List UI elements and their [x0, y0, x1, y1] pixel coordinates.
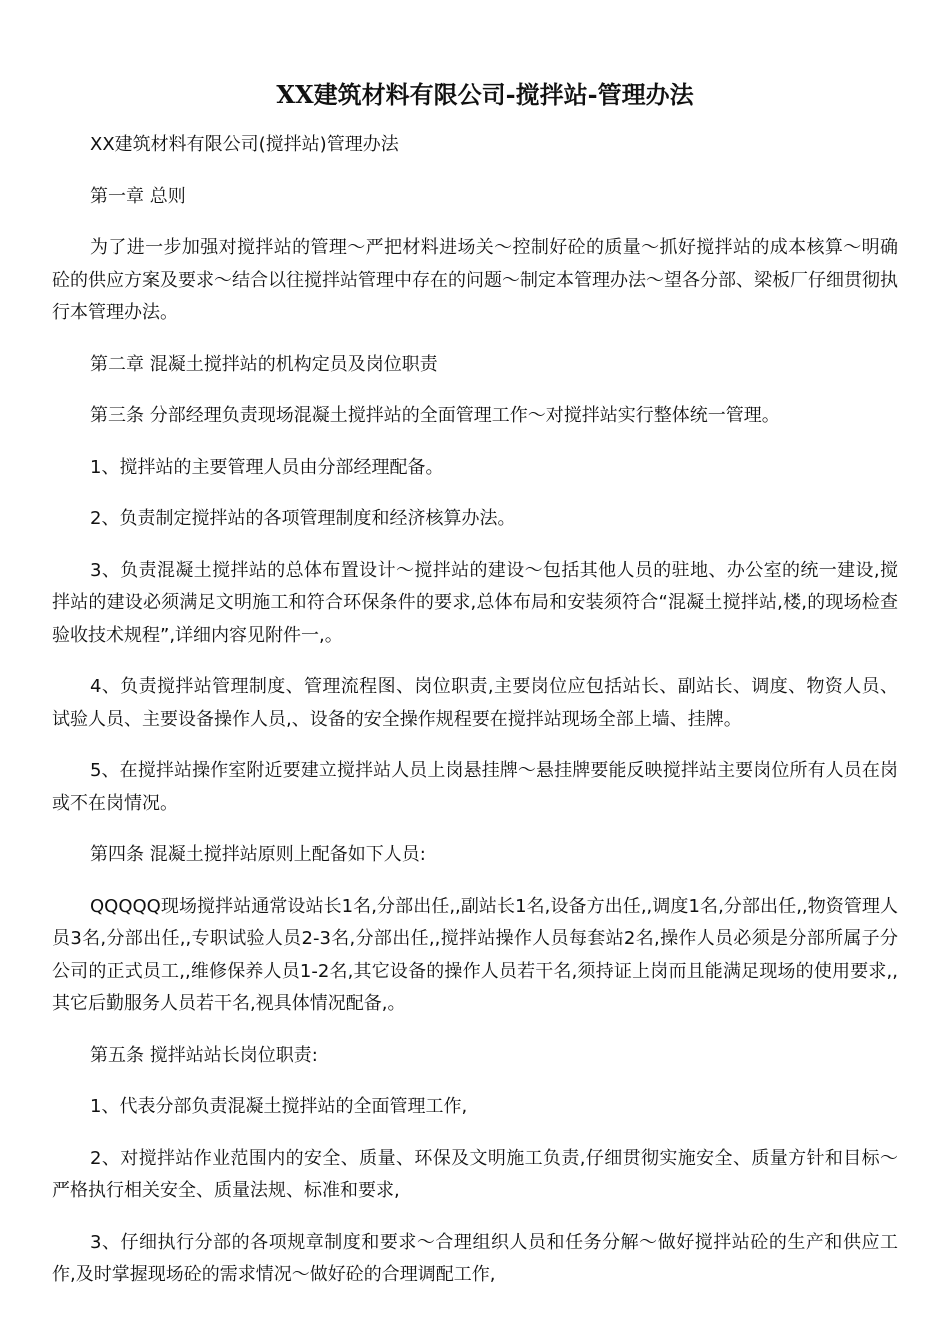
list-item: 2、对搅拌站作业范围内的安全、质量、环保及文明施工负责,仔细贯彻实施安全、质量方针和目标～严格执行相关安全、质量法规、标准和要求,	[52, 1147, 898, 1201]
list-item: 5、在搅拌站操作室附近要建立搅拌站人员上岗悬挂牌～悬挂牌要能反映搅拌站主要岗位所有人员在岗或不在岗情况。	[52, 760, 898, 814]
paragraph: 为了进一步加强对搅拌站的管理～严把材料进场关～控制好砼的质量～抓好搅拌站的成本核算～明确砼的供应方案及要求～结合以往搅拌站管理中存在的问题～制定本管理办法～望各分部、梁板厂仔细贯彻执行本管理办法。	[52, 237, 898, 323]
list-item: 3、仔细执行分部的各项规章制度和要求～合理组织人员和任务分解～做好搅拌站砼的生产和供应工作,及时掌握现场砼的需求情况～做好砼的合理调配工作,	[52, 1231, 898, 1285]
list-item: 4、负责搅拌站管理制度、管理流程图、岗位职责,主要岗位应包括站长、副站长、调度、物资人员、试验人员、主要设备操作人员,、设备的安全操作规程要在搅拌站现场全部上墙、挂牌。	[52, 676, 898, 730]
list-item: 3、负责混凝土搅拌站的总体布置设计～搅拌站的建设～包括其他人员的驻地、办公室的统一建设,搅拌站的建设必须满足文明施工和符合环保条件的要求,总体布局和安装须符合“混凝土搅拌站,楼,的现场检查验收技术规程”,详细内容见附件一,。	[52, 559, 898, 646]
article-heading: 第四条 混凝土搅拌站原则上配备如下人员:	[90, 844, 426, 865]
paragraph: XX建筑材料有限公司(搅拌站)管理办法	[90, 134, 399, 155]
list-item: 2、负责制定搅拌站的各项管理制度和经济核算办法。	[90, 508, 516, 529]
document-title: XX建筑材料有限公司-搅拌站-管理办法	[276, 80, 694, 109]
chapter-heading: 第一章 总则	[90, 185, 186, 207]
list-item: 1、搅拌站的主要管理人员由分部经理配备。	[90, 456, 444, 478]
paragraph: QQQQQ现场搅拌站通常设站长1名,分部出任,,副站长1名,设备方出任,,调度1名,分部出任,,物资管理人员3名,分部出任,,专职试验人员2-3名,分部出任,,搅拌站操作人员每套站2名,操作人员必须是分部所属子分公司的正式员工,,维修保养人员1-2名,其它设备的操作人员若干名,须持证上岗而且能满足现场的使用要求,,其它后勤服务人员若干名,视具体情况配备,。	[52, 895, 898, 1014]
article-heading: 第五条 搅拌站站长岗位职责:	[90, 1044, 318, 1066]
chapter-heading: 第二章 混凝土搅拌站的机构定员及岗位职责	[90, 353, 438, 375]
list-item: 1、代表分部负责混凝土搅拌站的全面管理工作,	[90, 1096, 468, 1117]
article-heading: 第三条 分部经理负责现场混凝土搅拌站的全面管理工作～对搅拌站实行整体统一管理。	[90, 405, 780, 426]
